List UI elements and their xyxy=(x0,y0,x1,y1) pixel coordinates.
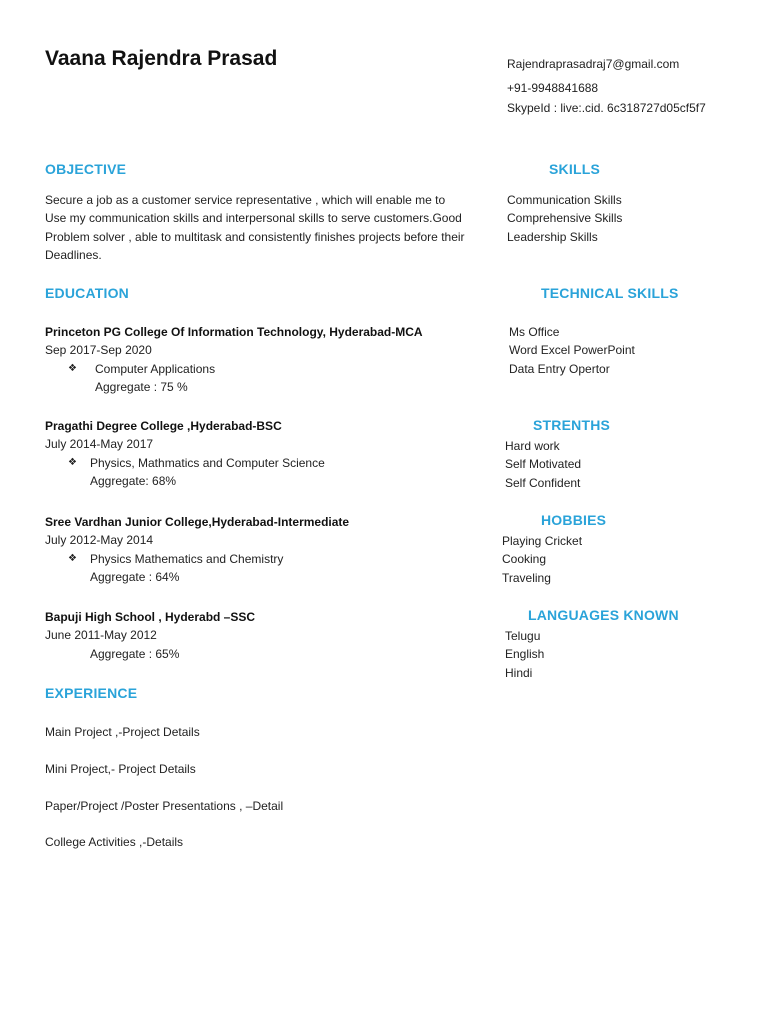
list-item: Comprehensive Skills xyxy=(507,211,623,226)
education-dates: Sep 2017-Sep 2020 xyxy=(45,343,152,358)
email-text: Rajendraprasadraj7@gmail.com xyxy=(507,57,680,71)
skype-text: SkypeId : live:.cid. 6c318727d05cf5f7 xyxy=(507,101,706,115)
experience-item: College Activities ,-Details xyxy=(45,835,184,849)
diamond-bullet-icon: ❖ xyxy=(68,362,77,374)
hobbies-heading: HOBBIES xyxy=(541,512,607,528)
education-entry xyxy=(45,323,423,396)
list-item: Playing Cricket xyxy=(502,534,583,548)
education-aggregate: Aggregate : 64% xyxy=(90,569,180,584)
list-item: Ms Office xyxy=(509,325,560,339)
list-item: Data Entry Opertor xyxy=(509,361,610,376)
list-item: Traveling xyxy=(502,570,551,585)
list-item: Self Motivated xyxy=(505,457,582,472)
experience-item: Paper/Project /Poster Presentations , –Detail xyxy=(45,799,284,813)
skills-heading: SKILLS xyxy=(549,161,600,177)
education-entry xyxy=(45,417,325,490)
education-title: Pragathi Degree College ,Hyderabad-BSC xyxy=(45,419,282,433)
technical-skills-list xyxy=(509,323,635,378)
phone-text: +91-9948841688 xyxy=(507,81,599,95)
hobbies-list xyxy=(502,532,582,587)
experience-heading: EXPERIENCE xyxy=(45,685,138,701)
languages-list xyxy=(505,627,544,682)
experience-item: Mini Project,- Project Details xyxy=(45,762,196,776)
diamond-bullet-icon: ❖ xyxy=(68,456,77,468)
list-item: Hindi xyxy=(505,665,533,680)
education-entry xyxy=(45,608,255,663)
objective-line: Deadlines. xyxy=(45,247,102,262)
skills-list xyxy=(507,191,622,246)
experience-item: Main Project ,-Project Details xyxy=(45,725,200,739)
objective-heading: OBJECTIVE xyxy=(45,161,127,177)
education-dates: June 2011-May 2012 xyxy=(45,628,157,643)
list-item: Telugu xyxy=(505,629,541,643)
education-aggregate: Aggregate : 75 % xyxy=(95,379,188,394)
resume-name: Vaana Rajendra Prasad xyxy=(45,47,278,70)
education-title: Bapuji High School , Hyderabd –SSC xyxy=(45,610,256,624)
languages-heading: LANGUAGES KNOWN xyxy=(528,607,679,623)
diamond-bullet-icon: ❖ xyxy=(68,552,77,564)
list-item: English xyxy=(505,647,545,662)
strengths-heading: STRENTHS xyxy=(533,417,611,433)
list-item: Communication Skills xyxy=(507,193,622,207)
list-item: Cooking xyxy=(502,552,547,567)
education-dates: July 2014-May 2017 xyxy=(45,437,154,452)
list-item: Hard work xyxy=(505,439,560,453)
education-dates: July 2012-May 2014 xyxy=(45,533,154,548)
education-subject: Physics Mathematics and Chemistry xyxy=(90,551,284,566)
objective-line: Secure a job as a customer service representative , which will enable me to xyxy=(45,193,446,207)
education-heading: EDUCATION xyxy=(45,285,129,301)
education-subject: Physics, Mathmatics and Computer Science xyxy=(90,455,325,470)
education-entry xyxy=(45,513,349,586)
objective-line: Use my communication skills and interpersonal skills to serve customers.Good xyxy=(45,211,462,226)
education-aggregate: Aggregate : 65% xyxy=(90,646,180,661)
strengths-list xyxy=(505,437,581,492)
objective-text xyxy=(45,191,465,264)
list-item: Word Excel PowerPoint xyxy=(509,343,635,358)
objective-line: Problem solver , able to multitask and consistently finishes projects before their xyxy=(45,229,465,244)
education-title: Sree Vardhan Junior College,Hyderabad-Intermediate xyxy=(45,515,350,529)
education-title: Princeton PG College Of Information Technology, Hyderabad-MCA xyxy=(45,325,423,339)
education-aggregate: Aggregate: 68% xyxy=(90,473,177,488)
education-subject: Computer Applications xyxy=(95,361,216,376)
list-item: Self Confident xyxy=(505,475,581,490)
list-item: Leadership Skills xyxy=(507,229,598,244)
technical-skills-heading: TECHNICAL SKILLS xyxy=(541,285,679,301)
